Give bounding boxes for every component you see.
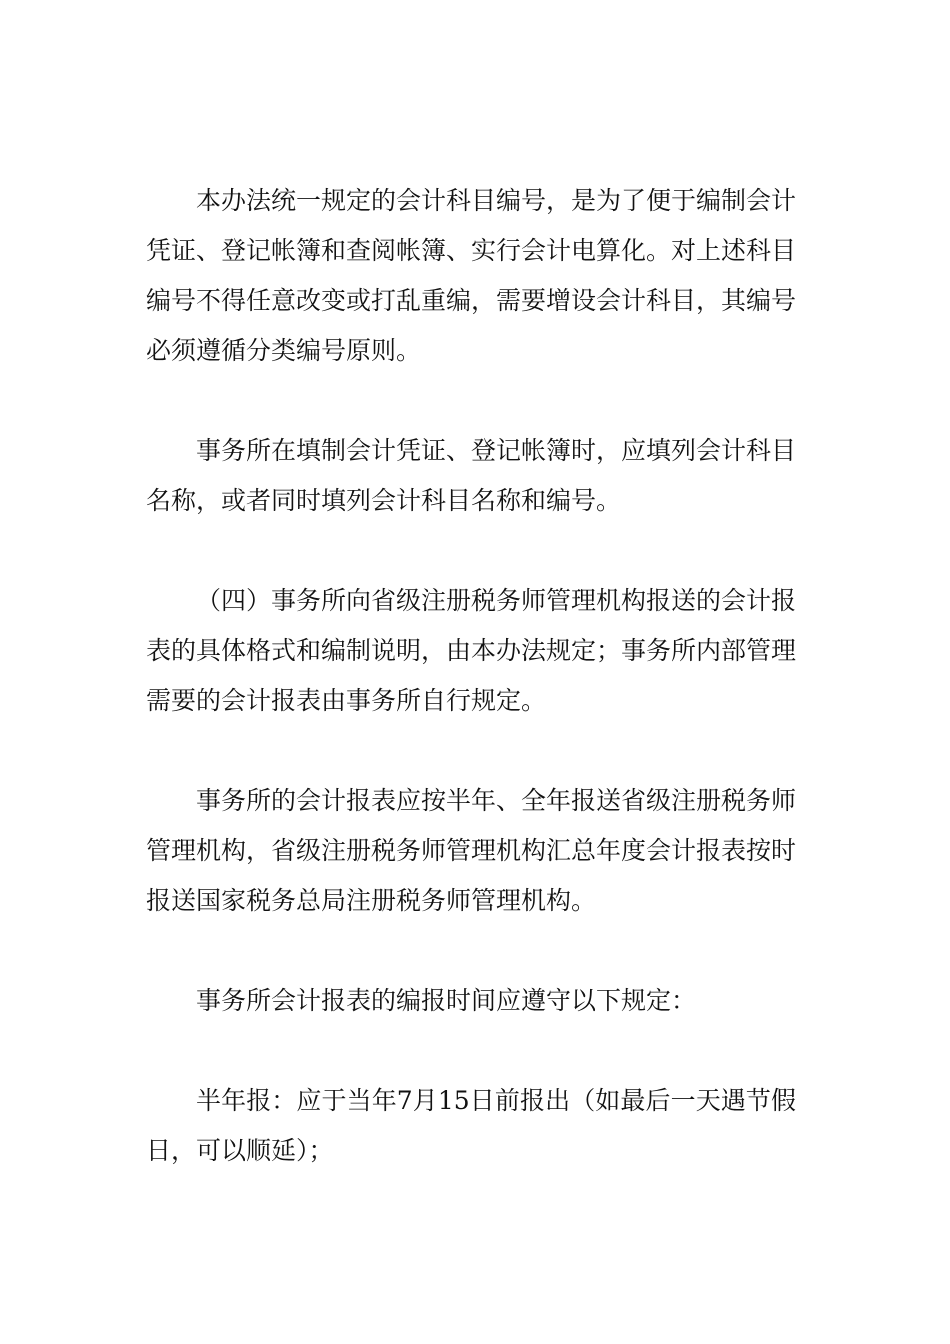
paragraph-report-format: （四）事务所向省级注册税务师管理机构报送的会计报表的具体格式和编制说明，由本办法规定；事务所内部管理需要的会计报表由事务所自行规定。 xyxy=(146,586,797,715)
paragraph-report-submission: 事务所的会计报表应按半年、全年报送省级注册税务师管理机构，省级注册税务师管理机构汇总年度会计报表按时报送国家税务总局注册税务师管理机构。 xyxy=(146,786,797,915)
paragraph-half-year-report: 半年报：应于当年7月15日前报出（如最后一天遇节假日，可以顺延）； xyxy=(146,1086,796,1165)
paragraph-account-codes: 本办法统一规定的会计科目编号，是为了便于编制会计凭证、登记帐簿和查阅帐簿、实行会计电算化。对上述科目编号不得任意改变或打乱重编，需要增设会计科目，其编号必须遵循分类编号原则。 xyxy=(146,186,797,365)
paragraph-report-timing: 事务所会计报表的编报时间应遵守以下规定： xyxy=(196,986,697,1015)
paragraph-fill-vouchers: 事务所在填制会计凭证、登记帐簿时，应填列会计科目名称，或者同时填列会计科目名称和编号。 xyxy=(146,436,797,515)
